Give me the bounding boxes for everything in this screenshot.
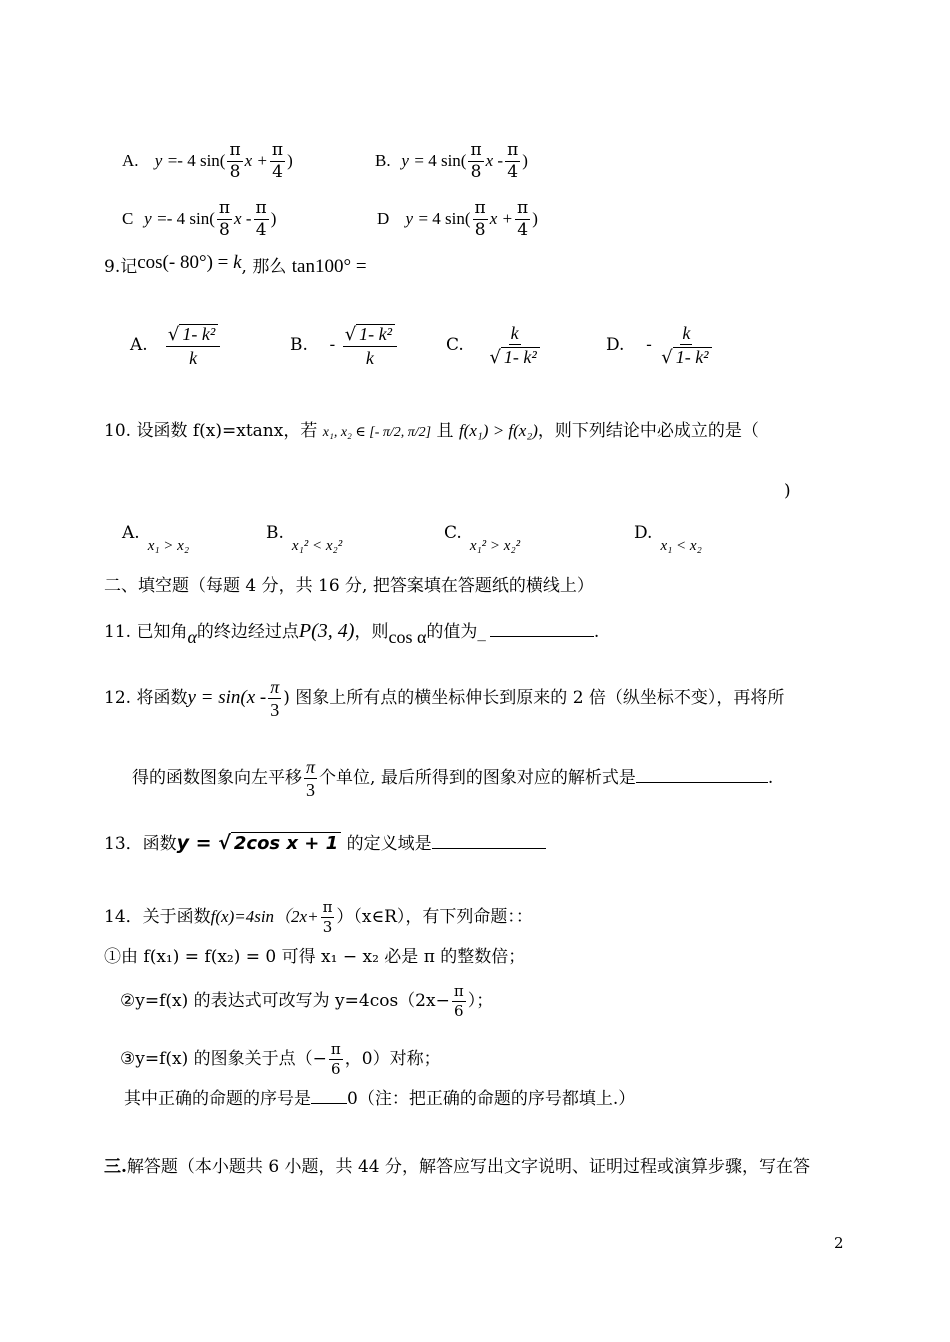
q8-option-b: B. y = 4 sin( $\frac{\pi}{8}$ x - $\frac{\pi}{4}$ ) — [375, 140, 528, 182]
q14-statement-2: ②y=f(x) 的表达式可改写为 y=4cos（2x− $\frac{\pi}{6}$ ）； — [120, 982, 494, 1020]
q9-option-c: C. $\frac{k}{\text{√ 1- k²}}$ — [446, 324, 544, 367]
section-3-heading: 三.解答题（本小题共 6 小题，共 44 分，解答应写出文字说明、证明过程或演算步骤，写在答 — [104, 1157, 810, 1177]
q11: 11. 已知角α的终边经过点P(3, 4)，则cos α的值为_ . — [104, 620, 600, 647]
q10-stem: 10. 设函数 f(x)=xtanx，若 x₁, x₂ ∈ [- π/2, π/2] 且 f(x₁) > f(x₂)，则下列结论中必成立的是（ — [104, 421, 759, 441]
q12-line-1: 12. 将函数y = sin(x - $\frac{\pi}{3}$ ) 图象上所有点的横坐标伸长到原来的 2 倍（纵坐标不变），再将所 — [104, 677, 785, 720]
q9-stem: 9.记cos(- 80°) = k, 那么 tan100° = — [104, 252, 367, 277]
q14-answer-line: 其中正确的命题的序号是 0（注：把正确的命题的序号都填上.） — [124, 1089, 636, 1109]
q8-option-d: D y = 4 sin( $\frac{\pi}{8}$ x + $\frac{\pi}{4}$ ) — [377, 198, 538, 240]
q10-option-b: B.x₁² < x₂² — [266, 523, 343, 554]
q9-option-d: D. - $\frac{k}{\text{√ 1- k²}}$ — [606, 324, 716, 367]
q14-stem: 14．关于函数f(x)=4sin（2x+ $\frac{\pi}{3}$ ）（x∈R），有下列命题：： — [104, 898, 533, 936]
q9-option-b: B. - $\frac{\text{√ 1- k²}}{k}$ — [290, 324, 399, 367]
q8-option-c: C y =- 4 sin( $\frac{\pi}{8}$ x - $\frac{\pi}{4}$ ) — [122, 198, 277, 240]
q10-option-a: A.x₁ > x₂ — [122, 523, 190, 554]
q9-option-a: A. $\frac{\text{√ 1- k²}}{k}$ — [130, 324, 222, 367]
q12-line-2: 得的函数图象向左平移 $\frac{\pi}{3}$ 个单位, 最后所得到的图象对应的解析式是 . — [132, 757, 774, 800]
q10-close-paren: ) — [784, 481, 791, 501]
section-2-heading: 二、填空题（每题 4 分，共 16 分, 把答案填在答题纸的横线上） — [104, 576, 594, 596]
q10-option-c: C.x₁² > x₂² — [444, 523, 521, 554]
q13: 13．函数y = √ 2cos x + 1 的定义域是 — [104, 832, 546, 855]
q14-statement-3: ③y=f(x) 的图象关于点（− $\frac{\pi}{6}$ ，0）对称； — [120, 1040, 441, 1078]
q8-option-a: A. y =- 4 sin( $\frac{\pi}{8}$ x + $\frac{\pi}{4}$ ) — [122, 140, 293, 182]
q14-statement-1: ①由 f(x₁) = f(x₂) = 0 可得 x₁ − x₂ 必是 π 的整数倍； — [104, 947, 526, 967]
page-number: 2 — [834, 1234, 844, 1252]
q10-option-d: D.x₁ < x₂ — [634, 523, 702, 554]
